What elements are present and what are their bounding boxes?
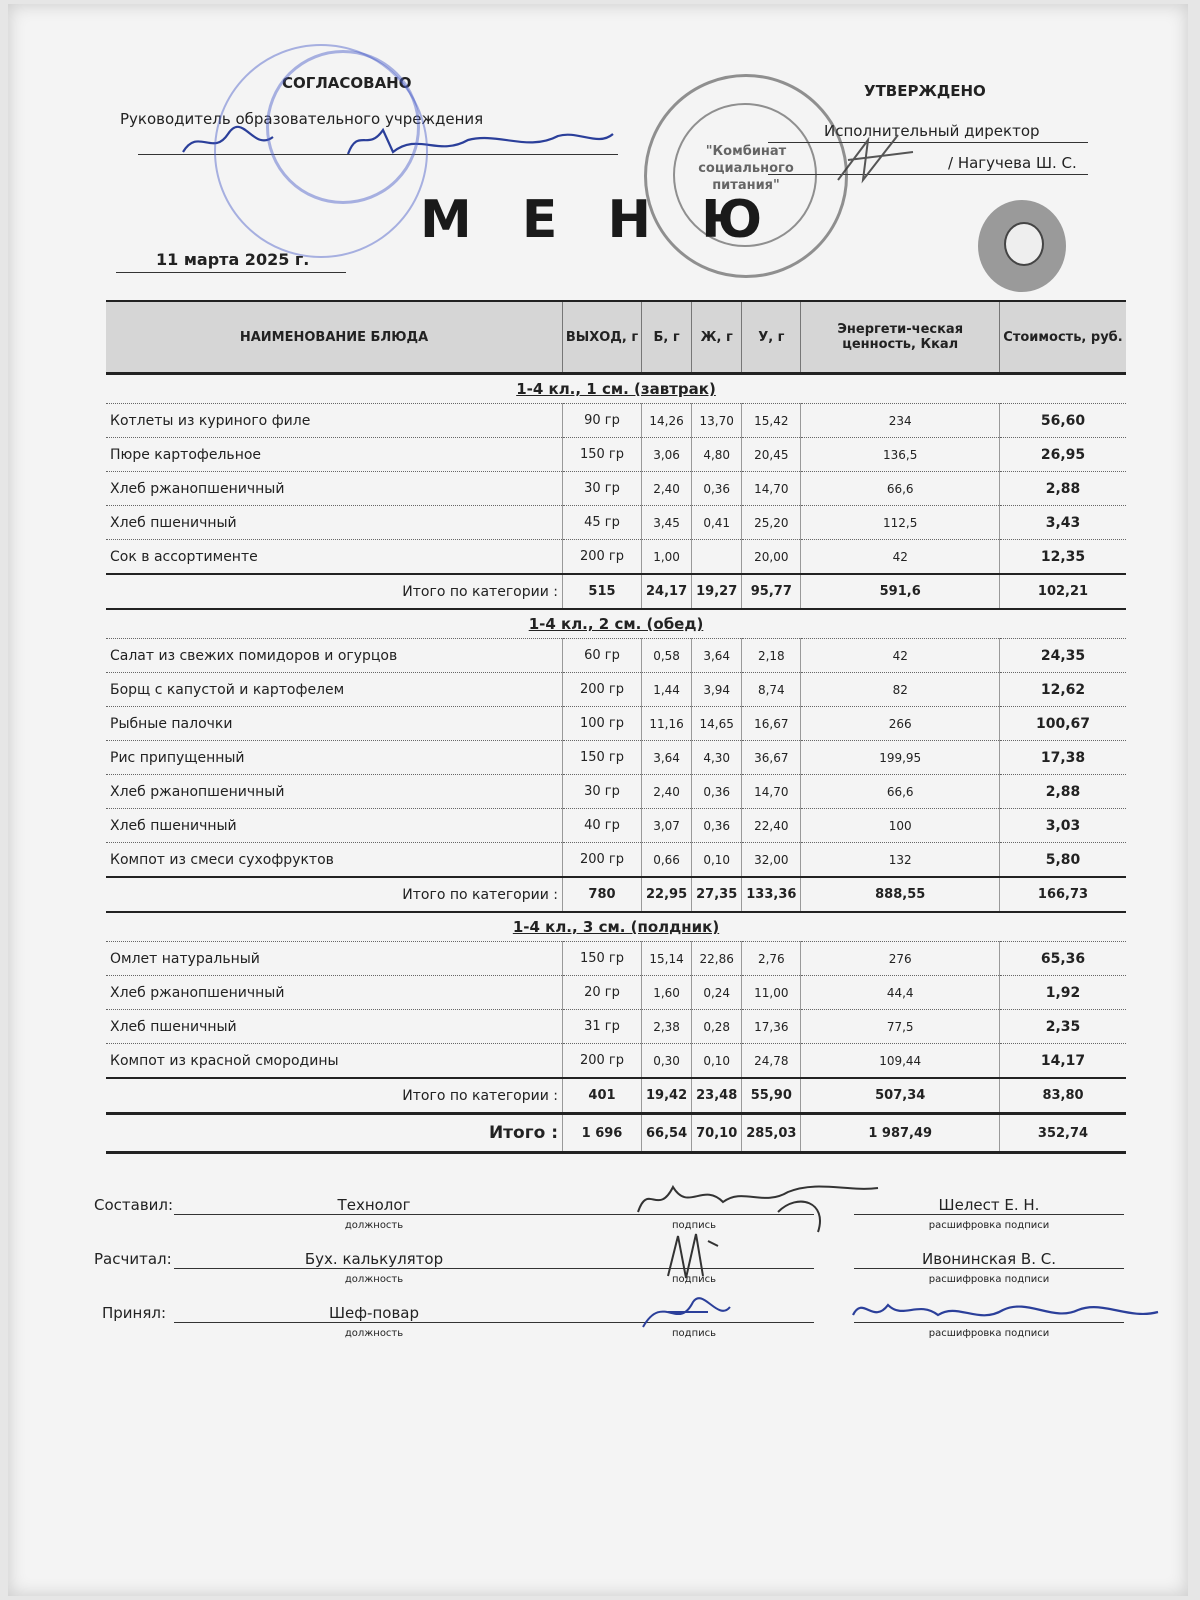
signature-name: Ивонинская В. С.: [854, 1250, 1124, 1269]
table-row: [106, 673, 1126, 707]
cost-cell: 2,35: [1000, 1010, 1127, 1044]
protein-cell: 15,14: [642, 942, 692, 976]
table-row: [106, 639, 1126, 673]
cost-cell: 83,80: [1000, 1078, 1127, 1114]
col-header-energy: Энергети-ческая ценность, Ккал: [801, 301, 1000, 374]
protein-cell: 2,40: [642, 775, 692, 809]
carbs-cell: 2,18: [742, 639, 801, 673]
fat-cell: 27,35: [692, 877, 742, 912]
fat-cell: 3,94: [692, 673, 742, 707]
subtotal-row: [106, 574, 1126, 609]
cost-cell: 17,38: [1000, 741, 1127, 775]
dish-name-cell: Пюре картофельное: [106, 438, 563, 472]
dish-name-cell: Борщ с капустой и картофелем: [106, 673, 563, 707]
school-stamp-outer: [214, 44, 428, 258]
protein-cell: 3,64: [642, 741, 692, 775]
signature-caption: подпись: [672, 1274, 716, 1285]
yield-cell: 31 гр: [563, 1010, 642, 1044]
carbs-cell: 20,00: [742, 540, 801, 575]
protein-cell: 3,45: [642, 506, 692, 540]
col-header-protein: Б, г: [642, 301, 692, 374]
fat-cell: 19,27: [692, 574, 742, 609]
handwritten-signature: [848, 1290, 1168, 1340]
energy-cell: 82: [801, 673, 1000, 707]
dish-name-cell: Хлеб пшеничный: [106, 809, 563, 843]
subtotal-label: Итого по категории :: [106, 877, 563, 912]
protein-cell: 22,95: [642, 877, 692, 912]
decode-caption: расшифровка подписи: [928, 1328, 1050, 1339]
approved-position: Исполнительный директор: [824, 122, 1040, 140]
energy-cell: 66,6: [801, 472, 1000, 506]
page-title: М Е Н Ю: [420, 190, 779, 250]
protein-cell: 1,44: [642, 673, 692, 707]
carbs-cell: 32,00: [742, 843, 801, 878]
signature-row-calculated: [94, 1250, 1124, 1290]
energy-cell: 234: [801, 404, 1000, 438]
subtotal-label: Итого по категории :: [106, 1078, 563, 1114]
protein-cell: 2,38: [642, 1010, 692, 1044]
energy-cell: 112,5: [801, 506, 1000, 540]
carbs-cell: 22,40: [742, 809, 801, 843]
signature-caption: подпись: [672, 1220, 716, 1231]
yield-cell: 100 гр: [563, 707, 642, 741]
cost-cell: 166,73: [1000, 877, 1127, 912]
fat-cell: 14,65: [692, 707, 742, 741]
decode-caption: расшифровка подписи: [928, 1274, 1050, 1285]
yield-cell: 45 гр: [563, 506, 642, 540]
carbs-cell: 25,20: [742, 506, 801, 540]
dish-name-cell: Омлет натуральный: [106, 942, 563, 976]
handwritten-signature: [638, 1282, 738, 1342]
energy-cell: 77,5: [801, 1010, 1000, 1044]
energy-cell: 44,4: [801, 976, 1000, 1010]
protein-cell: 1,60: [642, 976, 692, 1010]
yield-cell: 30 гр: [563, 472, 642, 506]
energy-cell: 199,95: [801, 741, 1000, 775]
carbs-cell: 15,42: [742, 404, 801, 438]
protein-cell: 66,54: [642, 1114, 692, 1153]
dish-name-cell: Котлеты из куриного филе: [106, 404, 563, 438]
table-row: [106, 843, 1126, 878]
energy-cell: 100: [801, 809, 1000, 843]
decode-caption: расшифровка подписи: [928, 1220, 1050, 1231]
subtotal-row: [106, 1078, 1126, 1114]
signature-position: Бух. калькулятор: [174, 1250, 574, 1269]
yield-cell: 90 гр: [563, 404, 642, 438]
energy-cell: 276: [801, 942, 1000, 976]
carbs-cell: 14,70: [742, 775, 801, 809]
fat-cell: 0,41: [692, 506, 742, 540]
carbs-cell: 55,90: [742, 1078, 801, 1114]
signature-label: Расчитал:: [94, 1250, 172, 1268]
protein-cell: 14,26: [642, 404, 692, 438]
section-header-row: [106, 609, 1126, 639]
carbs-cell: 2,76: [742, 942, 801, 976]
fat-cell: [692, 540, 742, 575]
table-row: [106, 707, 1126, 741]
fat-cell: 3,64: [692, 639, 742, 673]
protein-cell: 0,30: [642, 1044, 692, 1079]
menu-date: 11 марта 2025 г.: [156, 250, 310, 269]
protein-cell: 24,17: [642, 574, 692, 609]
protein-cell: 3,07: [642, 809, 692, 843]
yield-cell: 60 гр: [563, 639, 642, 673]
yield-cell: 150 гр: [563, 438, 642, 472]
carbs-cell: 133,36: [742, 877, 801, 912]
company-stamp-text: "Комбинат социального питания": [698, 144, 794, 193]
signature-label: Составил:: [94, 1196, 174, 1214]
position-caption: должность: [344, 1328, 404, 1339]
dish-name-cell: Хлеб пшеничный: [106, 506, 563, 540]
yield-cell: 20 гр: [563, 976, 642, 1010]
section-title: 1-4 кл., 1 см. (завтрак): [106, 374, 1126, 404]
dish-name-cell: Хлеб ржанопшеничный: [106, 775, 563, 809]
yield-cell: 200 гр: [563, 1044, 642, 1079]
dish-name-cell: Сок в ассортименте: [106, 540, 563, 575]
col-header-name: НАИМЕНОВАНИЕ БЛЮДА: [106, 301, 563, 374]
carbs-cell: 14,70: [742, 472, 801, 506]
signature-row-compiled: [94, 1196, 1124, 1236]
fat-cell: 0,24: [692, 976, 742, 1010]
yield-cell: 200 гр: [563, 673, 642, 707]
fat-cell: 22,86: [692, 942, 742, 976]
approved-title: УТВЕРЖДЕНО: [864, 82, 986, 100]
fat-cell: 0,10: [692, 1044, 742, 1079]
cost-cell: 3,03: [1000, 809, 1127, 843]
yield-cell: 40 гр: [563, 809, 642, 843]
protein-cell: 3,06: [642, 438, 692, 472]
protein-cell: 2,40: [642, 472, 692, 506]
dish-name-cell: Рыбные палочки: [106, 707, 563, 741]
subtotal-row: [106, 877, 1126, 912]
subtotal-label: Итого по категории :: [106, 574, 563, 609]
protein-cell: 0,58: [642, 639, 692, 673]
protein-cell: 19,42: [642, 1078, 692, 1114]
carbs-cell: 17,36: [742, 1010, 801, 1044]
yield-cell: 30 гр: [563, 775, 642, 809]
fat-cell: 0,36: [692, 775, 742, 809]
dish-name-cell: Компот из красной смородины: [106, 1044, 563, 1079]
col-header-yield: ВЫХОД, г: [563, 301, 642, 374]
table-row: [106, 976, 1126, 1010]
table-row: [106, 1044, 1126, 1079]
dish-name-cell: Салат из свежих помидоров и огурцов: [106, 639, 563, 673]
cost-cell: 65,36: [1000, 942, 1127, 976]
table-row: [106, 942, 1126, 976]
position-caption: должность: [344, 1274, 404, 1285]
fat-cell: 0,36: [692, 472, 742, 506]
carbs-cell: 24,78: [742, 1044, 801, 1079]
cost-cell: 56,60: [1000, 404, 1127, 438]
energy-cell: 132: [801, 843, 1000, 878]
table-row: [106, 506, 1126, 540]
cost-cell: 102,21: [1000, 574, 1127, 609]
chef-logo: [978, 200, 1066, 292]
cost-cell: 26,95: [1000, 438, 1127, 472]
menu-table: [106, 300, 1126, 1154]
table-row: [106, 438, 1126, 472]
carbs-cell: 20,45: [742, 438, 801, 472]
col-header-cost: Стоимость, руб.: [1000, 301, 1127, 374]
cost-cell: 3,43: [1000, 506, 1127, 540]
energy-cell: 42: [801, 639, 1000, 673]
col-header-carbs: У, г: [742, 301, 801, 374]
table-row: [106, 540, 1126, 575]
fat-cell: 0,28: [692, 1010, 742, 1044]
energy-cell: 136,5: [801, 438, 1000, 472]
yield-cell: 150 гр: [563, 741, 642, 775]
table-row: [106, 809, 1126, 843]
total-label: Итого :: [106, 1114, 563, 1153]
handwritten-signature: [658, 1226, 738, 1286]
approved-name: / Нагучева Ш. С.: [948, 154, 1077, 172]
fat-cell: 4,30: [692, 741, 742, 775]
fat-cell: 4,80: [692, 438, 742, 472]
energy-cell: 591,6: [801, 574, 1000, 609]
dish-name-cell: Хлеб пшеничный: [106, 1010, 563, 1044]
protein-cell: 11,16: [642, 707, 692, 741]
dish-name-cell: Хлеб ржанопшеничный: [106, 472, 563, 506]
date-line: [116, 272, 346, 273]
carbs-cell: 16,67: [742, 707, 801, 741]
position-caption: должность: [344, 1220, 404, 1231]
energy-cell: 266: [801, 707, 1000, 741]
signature-position: Шеф-повар: [174, 1304, 574, 1323]
fat-cell: 0,10: [692, 843, 742, 878]
section-title: 1-4 кл., 2 см. (обед): [106, 609, 1126, 639]
cost-cell: 12,62: [1000, 673, 1127, 707]
table-row: [106, 472, 1126, 506]
col-header-fat: Ж, г: [692, 301, 742, 374]
protein-cell: 0,66: [642, 843, 692, 878]
energy-cell: 507,34: [801, 1078, 1000, 1114]
yield-cell: 200 гр: [563, 843, 642, 878]
cost-cell: 12,35: [1000, 540, 1127, 575]
dish-name-cell: Хлеб ржанопшеничный: [106, 976, 563, 1010]
grand-total-row: [106, 1114, 1126, 1153]
cost-cell: 14,17: [1000, 1044, 1127, 1079]
cost-cell: 5,80: [1000, 843, 1127, 878]
cost-cell: 2,88: [1000, 775, 1127, 809]
yield-cell: 150 гр: [563, 942, 642, 976]
table-header-row: [106, 301, 1126, 374]
yield-cell: 1 696: [563, 1114, 642, 1153]
energy-cell: 1 987,49: [801, 1114, 1000, 1153]
table-row: [106, 775, 1126, 809]
yield-cell: 780: [563, 877, 642, 912]
section-title: 1-4 кл., 3 см. (полдник): [106, 912, 1126, 942]
carbs-cell: 285,03: [742, 1114, 801, 1153]
yield-cell: 401: [563, 1078, 642, 1114]
agreed-title: СОГЛАСОВАНО: [282, 74, 412, 92]
section-header-row: [106, 374, 1126, 404]
agreed-position: Руководитель образовательного учреждения: [120, 110, 484, 128]
table-row: [106, 404, 1126, 438]
signature-position: Технолог: [174, 1196, 574, 1215]
menu-document: [8, 4, 1188, 1596]
dish-name-cell: Компот из смеси сухофруктов: [106, 843, 563, 878]
fat-cell: 0,36: [692, 809, 742, 843]
protein-cell: 1,00: [642, 540, 692, 575]
signature-label: Принял:: [102, 1304, 167, 1322]
yield-cell: 200 гр: [563, 540, 642, 575]
table-row: [106, 741, 1126, 775]
carbs-cell: 11,00: [742, 976, 801, 1010]
carbs-cell: 95,77: [742, 574, 801, 609]
table-row: [106, 1010, 1126, 1044]
section-header-row: [106, 912, 1126, 942]
energy-cell: 42: [801, 540, 1000, 575]
cost-cell: 24,35: [1000, 639, 1127, 673]
cost-cell: 1,92: [1000, 976, 1127, 1010]
dish-name-cell: Рис припущенный: [106, 741, 563, 775]
energy-cell: 888,55: [801, 877, 1000, 912]
carbs-cell: 8,74: [742, 673, 801, 707]
fat-cell: 23,48: [692, 1078, 742, 1114]
energy-cell: 109,44: [801, 1044, 1000, 1079]
fat-cell: 13,70: [692, 404, 742, 438]
carbs-cell: 36,67: [742, 741, 801, 775]
cost-cell: 100,67: [1000, 707, 1127, 741]
energy-cell: 66,6: [801, 775, 1000, 809]
cost-cell: 2,88: [1000, 472, 1127, 506]
cost-cell: 352,74: [1000, 1114, 1127, 1153]
yield-cell: 515: [563, 574, 642, 609]
signature-name: Шелест Е. Н.: [854, 1196, 1124, 1215]
fat-cell: 70,10: [692, 1114, 742, 1153]
signature-caption: подпись: [672, 1328, 716, 1339]
